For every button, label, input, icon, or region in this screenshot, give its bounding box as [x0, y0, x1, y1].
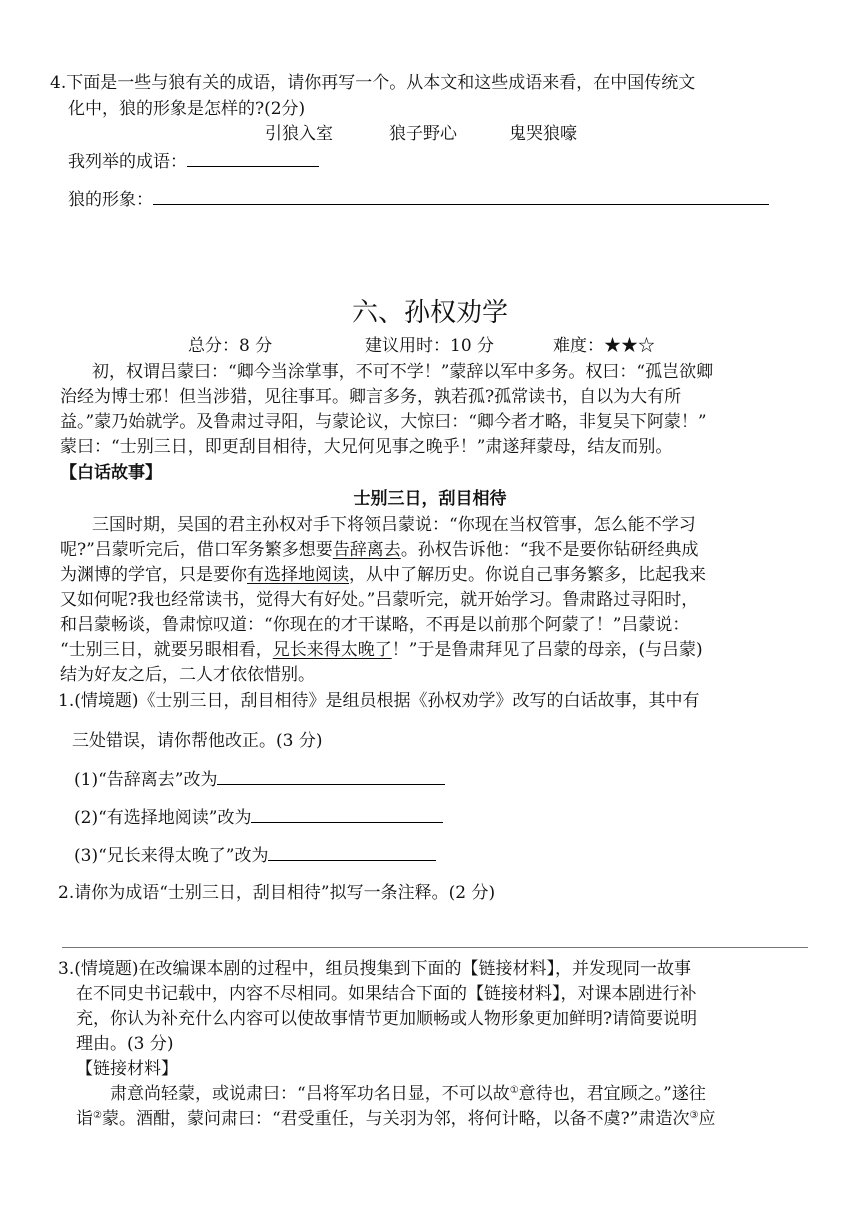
story-line-3 — [60, 564, 706, 586]
classical-line-2: 治经为博士邪！但当涉猎，见往事耳。卿言多务，孰若孤?孤常读书，自以为大有所 — [60, 387, 682, 407]
q3-line1: 3.(情境题)在改编课本剧的过程中，组员搜集到下面的【链接材料】，并发现同一故事 — [58, 959, 691, 979]
story-line-2 — [60, 539, 699, 561]
note-marker-1: ① — [509, 1085, 519, 1096]
story-line-3-b: ，从中了解历史。你说自己事务繁多，比起我来 — [349, 565, 706, 585]
q3-material-line-1 — [110, 1083, 706, 1105]
q4-image-label: 狼的形象： — [68, 190, 153, 210]
q3-material-2c: 应 — [698, 1109, 716, 1129]
story-line-6-b: ！”于是鲁肃拜见了吕蒙的母亲，(与吕蒙) — [391, 640, 703, 660]
story-line-7: 结为好友之后，二人才依依惜别。 — [60, 665, 315, 685]
q1-item-2 — [74, 806, 443, 829]
q1-item-2-blank[interactable] — [251, 806, 443, 823]
q1-item-3 — [74, 844, 436, 867]
story-underline-1: 告辞离去 — [332, 540, 401, 560]
q1-line2: 三处错误，请你帮他改正。(3 分) — [72, 731, 323, 751]
q1-line1: 1.(情境题)《士别三日，刮目相待》是组员根据《孙权劝学》改写的白话故事，其中有 — [58, 691, 700, 711]
story-line-2-b: 。孙权告诉他：“我不是要你钻研经典成 — [400, 540, 699, 560]
q3-line4: 理由。(3 分) — [76, 1034, 174, 1054]
classical-line-1: 初，权谓吕蒙曰：“卿今当涂掌事，不可不学！”蒙辞以军中多务。权曰：“孤岂欲卿 — [92, 362, 714, 382]
story-title: 士别三日，刮目相待 — [353, 489, 507, 509]
classical-line-3: 益。”蒙乃始就学。及鲁肃过寻阳，与蒙论议，大惊曰：“卿今者才略，非复吴下阿蒙！” — [60, 412, 707, 432]
q4-my-idiom-label: 我列举的成语： — [68, 152, 187, 172]
q1-item-3-label: (3)“兄长来得太晚了”改为 — [74, 846, 269, 866]
q1-item-2-label: (2)“有选择地阅读”改为 — [74, 808, 252, 828]
q1-item-1-blank[interactable] — [217, 768, 445, 785]
story-header: 【白话故事】 — [60, 463, 162, 483]
q3-material-1b: 意待也，君宜顾之。”遂往 — [518, 1084, 706, 1104]
q3-material-header: 【链接材料】 — [76, 1059, 178, 1079]
q4-idiom-1: 引狼入室 — [265, 124, 333, 144]
q1-item-3-blank[interactable] — [268, 844, 436, 861]
q3-material-1a: 肃意尚轻蒙，或说肃曰：“吕将军功名日显，不可以故 — [110, 1084, 510, 1104]
q4-line1: 4.下面是一些与狼有关的成语，请你再写一个。从本文和这些成语来看，在中国传统文 — [50, 73, 696, 93]
story-line-1: 三国时期，吴国的君主孙权对手下将领吕蒙说：“你现在当权管事，怎么能不学习 — [92, 515, 696, 535]
q4-idiom-2: 狼子野心 — [389, 124, 457, 144]
q4-line2: 化中，狼的形象是怎样的?(2分) — [68, 99, 306, 119]
story-underline-2: 有选择地阅读 — [247, 565, 349, 585]
q1-item-1 — [74, 768, 445, 791]
classical-line-4: 蒙曰：“士别三日，即更刮目相待，大兄何见事之晚乎！”肃遂拜蒙母，结友而别。 — [60, 437, 673, 457]
q4-my-idiom-row — [68, 150, 319, 173]
story-line-6 — [60, 639, 703, 661]
q3-material-2a: 诣 — [76, 1109, 93, 1129]
section-difficulty: 难度：★★☆ — [553, 336, 655, 356]
note-marker-2: ② — [93, 1110, 102, 1121]
q3-material-2b: 蒙。酒酣，蒙问肃曰：“君受重任，与关羽为邻，将何计略，以备不虞?”肃造次 — [101, 1109, 690, 1129]
q4-image-blank[interactable] — [153, 188, 769, 205]
q4-image-row — [68, 188, 769, 211]
q2-text: 2.请你为成语“士别三日，刮目相待”拟写一条注释。(2 分) — [58, 883, 496, 903]
section-title: 六、孙权劝学 — [351, 298, 508, 328]
q3-line3: 充，你认为补充什么内容可以使故事情节更加顺畅或人物形象更加鲜明?请简要说明 — [76, 1009, 698, 1029]
story-line-4: 又如何呢?我也经常读书，觉得大有好处。”吕蒙听完，就开始学习。鲁肃路过寻阳时， — [60, 590, 699, 610]
story-line-5: 和吕蒙畅谈，鲁肃惊叹道：“你现在的才干谋略，不再是以前那个阿蒙了！”吕蒙说： — [60, 615, 690, 635]
divider-line — [62, 947, 808, 948]
q4-idiom-3: 鬼哭狼嚎 — [509, 124, 577, 144]
section-time: 建议用时：10 分 — [365, 336, 495, 356]
q1-item-1-label: (1)“告辞离去”改为 — [74, 770, 218, 790]
section-total: 总分：8 分 — [188, 336, 273, 356]
q3-material-line-2 — [76, 1108, 715, 1130]
story-line-2-a: 呢?”吕蒙听完后，借口军务繁多想要 — [60, 540, 333, 560]
story-line-3-a: 为渊博的学官，只是要你 — [60, 565, 247, 585]
q4-my-idiom-blank[interactable] — [187, 150, 319, 167]
q3-line2: 在不同史书记载中，内容不尽相同。如果结合下面的【链接材料】，对课本剧进行补 — [76, 984, 697, 1004]
story-underline-3: 兄长来得太晚了 — [272, 640, 392, 660]
note-marker-3: ③ — [689, 1110, 699, 1121]
story-line-6-a: “士别三日，就要另眼相看， — [60, 640, 273, 660]
